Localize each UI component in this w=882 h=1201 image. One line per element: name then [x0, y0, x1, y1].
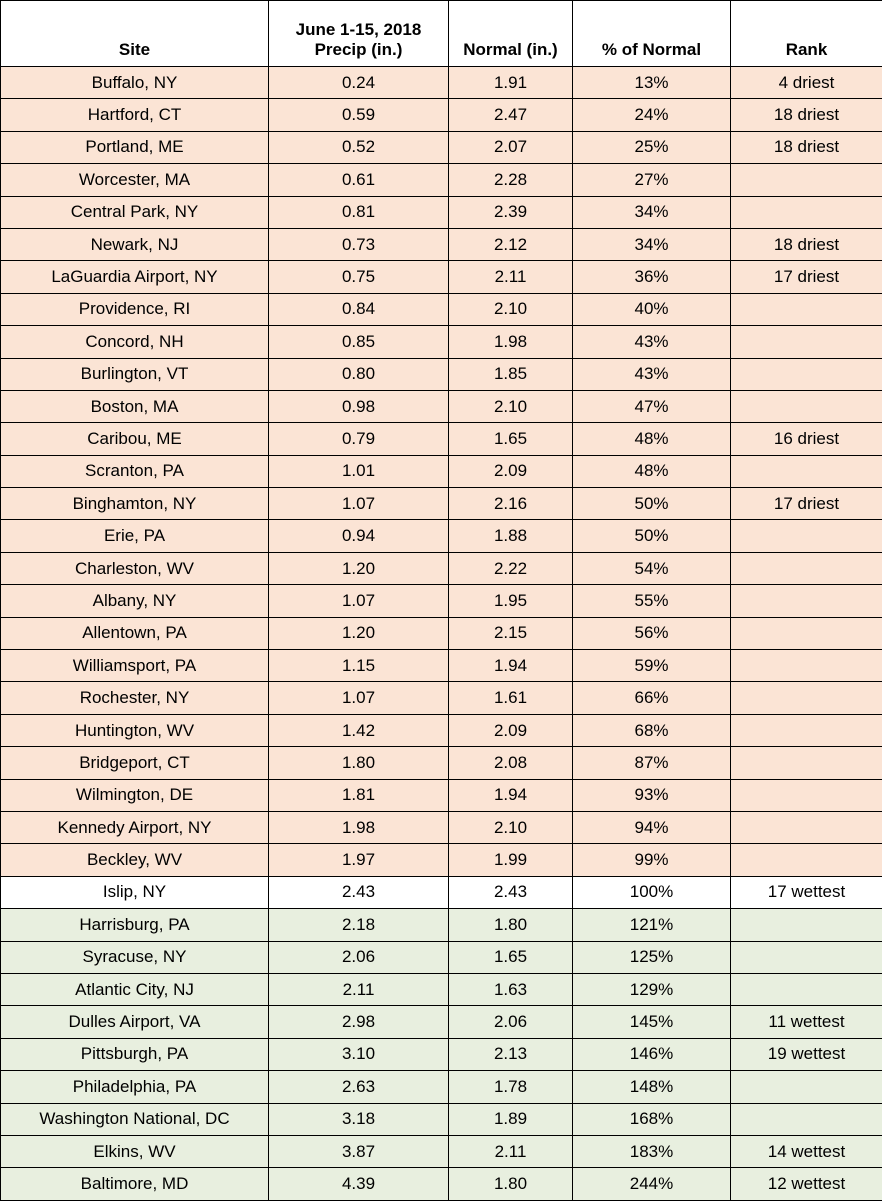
cell-pct: 68%: [573, 714, 731, 746]
cell-pct: 168%: [573, 1103, 731, 1135]
table-row: [1, 1071, 882, 1103]
cell-site: Elkins, WV: [1, 1135, 269, 1167]
cell-precip: 3.18: [269, 1103, 449, 1135]
cell-site: Concord, NH: [1, 326, 269, 358]
cell-normal: 2.06: [449, 1006, 573, 1038]
cell-normal: 2.15: [449, 617, 573, 649]
cell-precip: 3.10: [269, 1038, 449, 1070]
table-row: [1, 552, 882, 584]
cell-rank: [731, 1071, 882, 1103]
cell-site: Providence, RI: [1, 293, 269, 325]
cell-normal: 1.91: [449, 67, 573, 99]
cell-rank: 17 driest: [731, 261, 882, 293]
table-row: [1, 99, 882, 131]
cell-normal: 1.78: [449, 1071, 573, 1103]
table-row: [1, 909, 882, 941]
cell-pct: 145%: [573, 1006, 731, 1038]
cell-rank: [731, 747, 882, 779]
cell-site: Pittsburgh, PA: [1, 1038, 269, 1070]
cell-pct: 48%: [573, 423, 731, 455]
cell-site: Bridgeport, CT: [1, 747, 269, 779]
cell-precip: 2.18: [269, 909, 449, 941]
table-row: [1, 811, 882, 843]
cell-pct: 94%: [573, 811, 731, 843]
cell-rank: 17 driest: [731, 488, 882, 520]
cell-site: Baltimore, MD: [1, 1168, 269, 1200]
table-row: [1, 1168, 882, 1200]
cell-normal: 1.65: [449, 941, 573, 973]
cell-pct: 24%: [573, 99, 731, 131]
cell-pct: 47%: [573, 390, 731, 422]
cell-pct: 87%: [573, 747, 731, 779]
cell-rank: [731, 196, 882, 228]
cell-pct: 244%: [573, 1168, 731, 1200]
cell-site: LaGuardia Airport, NY: [1, 261, 269, 293]
column-header-precip: [269, 1, 449, 67]
cell-normal: 2.16: [449, 488, 573, 520]
table-header: [1, 1, 882, 67]
table-row: [1, 973, 882, 1005]
column-header-precip-line-1: June 1-15, 2018: [273, 20, 444, 41]
cell-precip: 0.94: [269, 520, 449, 552]
cell-pct: 50%: [573, 488, 731, 520]
cell-precip: 1.98: [269, 811, 449, 843]
cell-rank: 16 driest: [731, 423, 882, 455]
cell-normal: 2.11: [449, 1135, 573, 1167]
cell-normal: 1.95: [449, 585, 573, 617]
cell-precip: 2.43: [269, 876, 449, 908]
cell-site: Philadelphia, PA: [1, 1071, 269, 1103]
table-row: [1, 779, 882, 811]
cell-rank: [731, 390, 882, 422]
column-header-normal-line-1: Normal (in.): [453, 40, 568, 61]
cell-site: Newark, NJ: [1, 228, 269, 260]
cell-site: Charleston, WV: [1, 552, 269, 584]
cell-site: Kennedy Airport, NY: [1, 811, 269, 843]
cell-normal: 1.99: [449, 844, 573, 876]
cell-normal: 2.39: [449, 196, 573, 228]
cell-normal: 1.85: [449, 358, 573, 390]
column-header-pct: [573, 1, 731, 67]
cell-rank: [731, 682, 882, 714]
cell-normal: 1.63: [449, 973, 573, 1005]
cell-site: Hartford, CT: [1, 99, 269, 131]
cell-rank: 4 driest: [731, 67, 882, 99]
cell-precip: 0.80: [269, 358, 449, 390]
table-row: [1, 67, 882, 99]
cell-rank: [731, 650, 882, 682]
cell-precip: 0.52: [269, 131, 449, 163]
cell-pct: 59%: [573, 650, 731, 682]
cell-pct: 121%: [573, 909, 731, 941]
cell-normal: 1.89: [449, 1103, 573, 1135]
cell-site: Binghamton, NY: [1, 488, 269, 520]
cell-rank: [731, 973, 882, 1005]
table-row: [1, 131, 882, 163]
cell-site: Huntington, WV: [1, 714, 269, 746]
cell-pct: 66%: [573, 682, 731, 714]
cell-precip: 0.81: [269, 196, 449, 228]
cell-precip: 0.24: [269, 67, 449, 99]
cell-normal: 1.88: [449, 520, 573, 552]
column-header-normal: [449, 1, 573, 67]
cell-rank: 18 driest: [731, 99, 882, 131]
table-row: [1, 326, 882, 358]
cell-rank: [731, 1103, 882, 1135]
cell-rank: [731, 844, 882, 876]
cell-site: Buffalo, NY: [1, 67, 269, 99]
cell-precip: 2.06: [269, 941, 449, 973]
cell-precip: 4.39: [269, 1168, 449, 1200]
cell-pct: 129%: [573, 973, 731, 1005]
cell-site: Beckley, WV: [1, 844, 269, 876]
cell-precip: 1.42: [269, 714, 449, 746]
cell-pct: 183%: [573, 1135, 731, 1167]
cell-normal: 2.12: [449, 228, 573, 260]
table-row: [1, 390, 882, 422]
cell-rank: [731, 585, 882, 617]
cell-normal: 2.09: [449, 455, 573, 487]
cell-pct: 13%: [573, 67, 731, 99]
cell-site: Dulles Airport, VA: [1, 1006, 269, 1038]
column-header-rank: [731, 1, 882, 67]
cell-pct: 148%: [573, 1071, 731, 1103]
table-row: [1, 488, 882, 520]
cell-precip: 1.15: [269, 650, 449, 682]
cell-rank: [731, 358, 882, 390]
cell-precip: 1.07: [269, 682, 449, 714]
cell-precip: 0.75: [269, 261, 449, 293]
cell-precip: 1.20: [269, 617, 449, 649]
cell-normal: 1.94: [449, 779, 573, 811]
table-header-row: [1, 1, 882, 67]
column-header-site: [1, 1, 269, 67]
table-row: [1, 844, 882, 876]
cell-pct: 50%: [573, 520, 731, 552]
cell-rank: [731, 779, 882, 811]
table-row: [1, 1006, 882, 1038]
cell-site: Worcester, MA: [1, 164, 269, 196]
cell-site: Central Park, NY: [1, 196, 269, 228]
table-row: [1, 261, 882, 293]
table-row: [1, 876, 882, 908]
cell-site: Caribou, ME: [1, 423, 269, 455]
cell-precip: 1.20: [269, 552, 449, 584]
table-row: [1, 196, 882, 228]
cell-precip: 0.85: [269, 326, 449, 358]
cell-normal: 2.10: [449, 293, 573, 325]
cell-pct: 27%: [573, 164, 731, 196]
cell-pct: 40%: [573, 293, 731, 325]
cell-rank: [731, 941, 882, 973]
cell-pct: 99%: [573, 844, 731, 876]
cell-pct: 100%: [573, 876, 731, 908]
column-header-site-line-1: Site: [5, 40, 264, 61]
cell-precip: 1.01: [269, 455, 449, 487]
table-row: [1, 714, 882, 746]
cell-site: Wilmington, DE: [1, 779, 269, 811]
cell-pct: 55%: [573, 585, 731, 617]
table-row: [1, 228, 882, 260]
cell-normal: 2.47: [449, 99, 573, 131]
cell-pct: 25%: [573, 131, 731, 163]
column-header-precip-line-2: Precip (in.): [273, 40, 444, 61]
cell-precip: 0.79: [269, 423, 449, 455]
table-row: [1, 585, 882, 617]
table-row: [1, 1038, 882, 1070]
cell-pct: 146%: [573, 1038, 731, 1070]
cell-site: Portland, ME: [1, 131, 269, 163]
cell-rank: [731, 326, 882, 358]
cell-precip: 0.73: [269, 228, 449, 260]
table-row: [1, 358, 882, 390]
cell-rank: [731, 617, 882, 649]
cell-pct: 34%: [573, 228, 731, 260]
cell-precip: 0.59: [269, 99, 449, 131]
cell-precip: 2.63: [269, 1071, 449, 1103]
table-row: [1, 682, 882, 714]
cell-site: Burlington, VT: [1, 358, 269, 390]
cell-pct: 36%: [573, 261, 731, 293]
cell-rank: 12 wettest: [731, 1168, 882, 1200]
table-row: [1, 747, 882, 779]
cell-normal: 1.80: [449, 909, 573, 941]
cell-rank: 14 wettest: [731, 1135, 882, 1167]
cell-rank: [731, 714, 882, 746]
cell-rank: 11 wettest: [731, 1006, 882, 1038]
cell-normal: 2.08: [449, 747, 573, 779]
cell-rank: [731, 909, 882, 941]
cell-normal: 2.13: [449, 1038, 573, 1070]
cell-precip: 1.07: [269, 585, 449, 617]
cell-normal: 2.10: [449, 390, 573, 422]
cell-rank: [731, 164, 882, 196]
cell-site: Allentown, PA: [1, 617, 269, 649]
cell-normal: 1.61: [449, 682, 573, 714]
table-row: [1, 455, 882, 487]
cell-site: Boston, MA: [1, 390, 269, 422]
cell-rank: [731, 455, 882, 487]
cell-precip: 2.11: [269, 973, 449, 1005]
table-row: [1, 164, 882, 196]
cell-rank: [731, 520, 882, 552]
cell-rank: [731, 552, 882, 584]
cell-pct: 34%: [573, 196, 731, 228]
cell-site: Erie, PA: [1, 520, 269, 552]
table-row: [1, 1103, 882, 1135]
cell-pct: 125%: [573, 941, 731, 973]
cell-site: Syracuse, NY: [1, 941, 269, 973]
cell-normal: 1.65: [449, 423, 573, 455]
cell-normal: 2.43: [449, 876, 573, 908]
cell-site: Washington National, DC: [1, 1103, 269, 1135]
cell-site: Scranton, PA: [1, 455, 269, 487]
cell-precip: 0.98: [269, 390, 449, 422]
cell-pct: 93%: [573, 779, 731, 811]
column-header-pct-line-1: % of Normal: [577, 40, 726, 61]
cell-precip: 3.87: [269, 1135, 449, 1167]
cell-site: Atlantic City, NJ: [1, 973, 269, 1005]
cell-rank: 17 wettest: [731, 876, 882, 908]
cell-normal: 2.09: [449, 714, 573, 746]
cell-normal: 1.80: [449, 1168, 573, 1200]
cell-normal: 2.28: [449, 164, 573, 196]
cell-normal: 2.10: [449, 811, 573, 843]
cell-normal: 2.22: [449, 552, 573, 584]
table-row: [1, 941, 882, 973]
cell-precip: 1.97: [269, 844, 449, 876]
cell-rank: 18 driest: [731, 131, 882, 163]
cell-site: Williamsport, PA: [1, 650, 269, 682]
cell-pct: 43%: [573, 326, 731, 358]
table-row: [1, 650, 882, 682]
table-row: [1, 293, 882, 325]
cell-pct: 48%: [573, 455, 731, 487]
cell-precip: 1.81: [269, 779, 449, 811]
cell-site: Albany, NY: [1, 585, 269, 617]
cell-precip: 0.84: [269, 293, 449, 325]
cell-normal: 1.98: [449, 326, 573, 358]
cell-normal: 2.07: [449, 131, 573, 163]
table-body: [1, 67, 882, 1201]
cell-precip: 1.07: [269, 488, 449, 520]
cell-rank: [731, 293, 882, 325]
cell-precip: 0.61: [269, 164, 449, 196]
table-row: [1, 617, 882, 649]
cell-rank: 19 wettest: [731, 1038, 882, 1070]
cell-pct: 56%: [573, 617, 731, 649]
cell-site: Rochester, NY: [1, 682, 269, 714]
cell-normal: 1.94: [449, 650, 573, 682]
table-row: [1, 423, 882, 455]
table-row: [1, 520, 882, 552]
cell-precip: 1.80: [269, 747, 449, 779]
cell-rank: [731, 811, 882, 843]
cell-precip: 2.98: [269, 1006, 449, 1038]
cell-site: Islip, NY: [1, 876, 269, 908]
column-header-rank-line-1: Rank: [735, 40, 878, 61]
cell-rank: 18 driest: [731, 228, 882, 260]
cell-pct: 43%: [573, 358, 731, 390]
cell-normal: 2.11: [449, 261, 573, 293]
cell-site: Harrisburg, PA: [1, 909, 269, 941]
cell-pct: 54%: [573, 552, 731, 584]
